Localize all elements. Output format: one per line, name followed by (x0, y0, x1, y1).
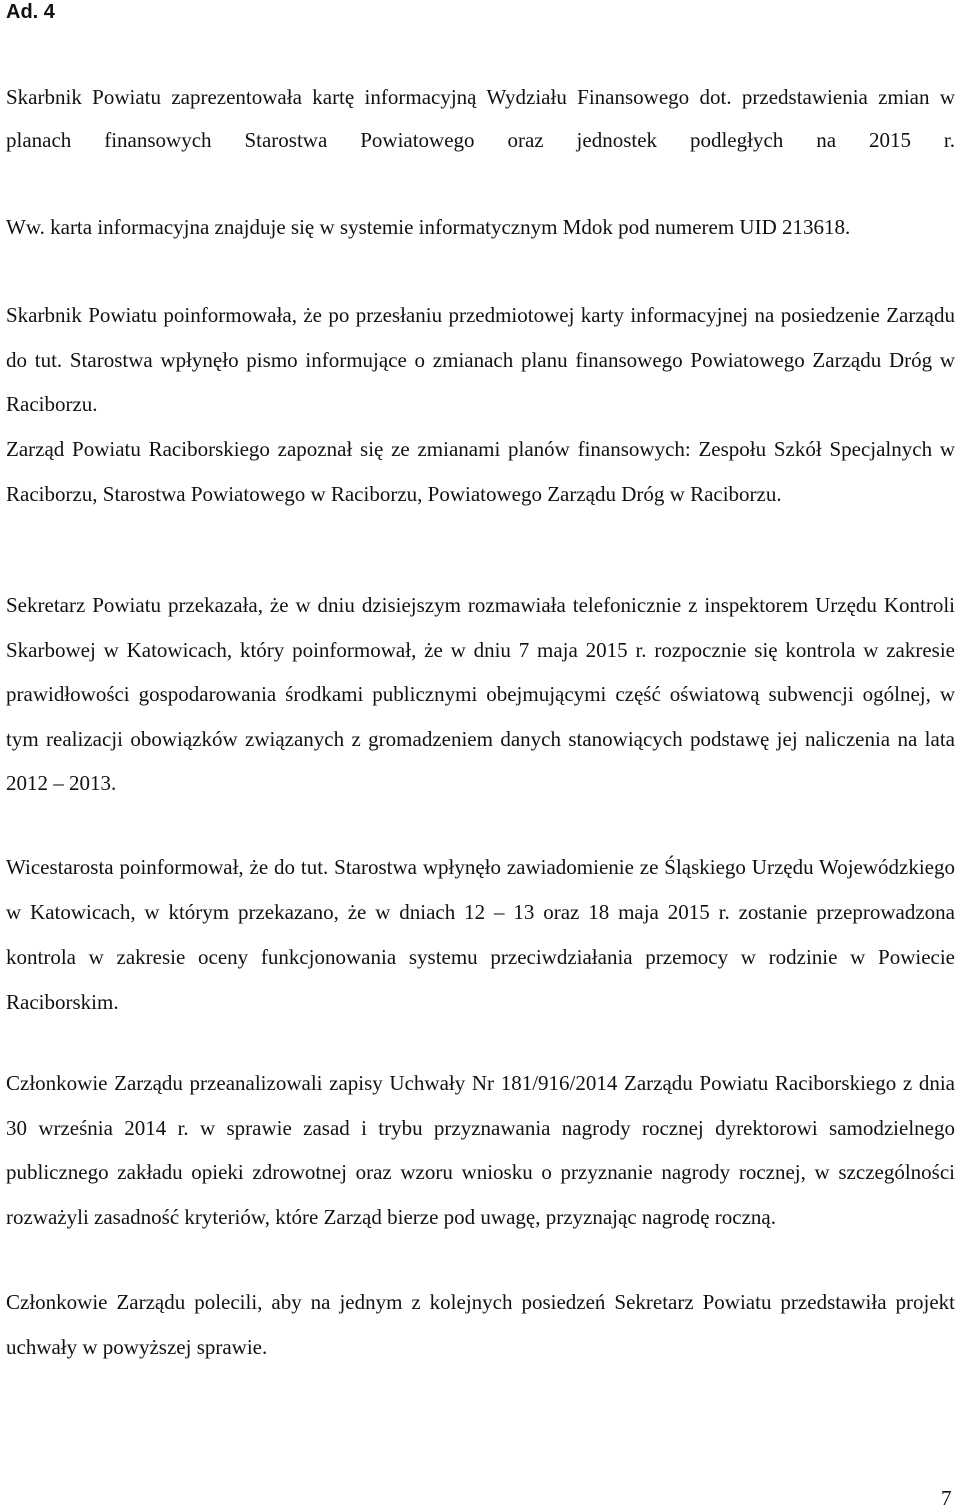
paragraph-1-text: Skarbnik Powiatu zaprezentowała kartę informacyjną Wydziału Finansowego dot. przedstawienia zmian w planach finansowych Starostwa Powiatowego oraz jednostek podległych na 2015 r. (6, 85, 955, 152)
paragraph-7-text: Członkowie Zarządu przeanalizowali zapisy Uchwały Nr 181/916/2014 Zarządu Powiatu Raciborskiego z dnia 30 września 2014 r. w sprawie zasad i trybu przyznawania nagrody rocznej dyrektorowi samodzielnego publicznego zakładu opieki zdrowotnej oraz wzoru wniosku o przyznanie nagrody rocznej, w szczególności rozważyli zasadność kryteriów, które Zarząd bierze pod uwagę, przyznając nagrodę roczną. (6, 1071, 955, 1229)
paragraph-4-text: Zarząd Powiatu Raciborskiego zapoznał się ze zmianami planów finansowych: Zespołu Szkół Specjalnych w Raciborzu, Starostwa Powiatowego w Raciborzu, Powiatowego Zarządu Dróg w Raciborzu. (6, 437, 955, 506)
paragraph-5 (6, 583, 955, 806)
paragraph-8-text: Członkowie Zarządu polecili, aby na jednym z kolejnych posiedzeń Sekretarz Powiatu przedstawiła projekt uchwały w powyższej sprawie. (6, 1290, 955, 1359)
paragraph-7 (6, 1061, 955, 1239)
paragraph-3 (6, 293, 955, 427)
paragraph-2 (6, 206, 955, 249)
paragraph-4 (6, 427, 955, 516)
paragraph-2-text: Ww. karta informacyjna znajduje się w systemie informatycznym Mdok pod numerem UID 213618. (6, 215, 851, 239)
paragraph-8 (6, 1280, 955, 1369)
paragraph-6-text: Wicestarosta poinformował, że do tut. Starostwa wpłynęło zawiadomienie ze Śląskiego Urzędu Wojewódzkiego w Katowicach, w którym przekazano, że w dniach 12 – 13 oraz 18 maja 2015 r. zostanie przeprowadzona kontrola w zakresie oceny funkcjonowania systemu przeciwdziałania przemocy w rodzinie w Powiecie Raciborskim. (6, 855, 955, 1014)
paragraph-6 (6, 845, 955, 1025)
paragraph-5-text: Sekretarz Powiatu przekazała, że w dniu dzisiejszym rozmawiała telefonicznie z inspektorem Urzędu Kontroli Skarbowej w Katowicach, który poinformował, że w dniu 7 maja 2015 r. rozpocznie się kontrola w zakresie prawidłowości gospodarowania środkami publicznymi obejmującymi część oświatową subwencji ogólnej, w tym realizacji obowiązków związanych z gromadzeniem danych stanowiących podstawę jej naliczenia na lata 2012 – 2013. (6, 593, 955, 795)
section-heading: Ad. 4 (6, 1, 55, 23)
paragraph-3-text: Skarbnik Powiatu poinformowała, że po przesłaniu przedmiotowej karty informacyjnej na posiedzenie Zarządu do tut. Starostwa wpłynęło pismo informujące o zmianach planu finansowego Powiatowego Zarządu Dróg w Raciborzu. (6, 303, 955, 416)
paragraph-1 (6, 76, 955, 162)
page-number: 7 (941, 1486, 952, 1510)
